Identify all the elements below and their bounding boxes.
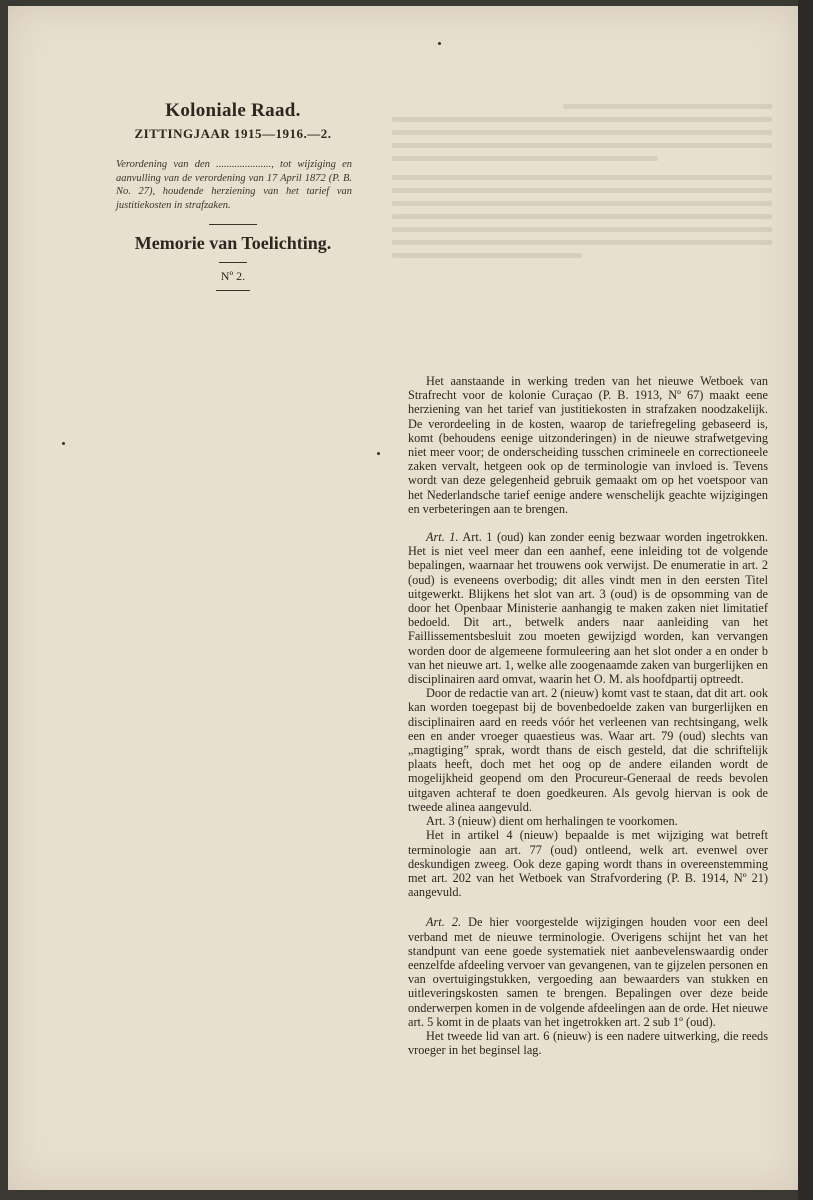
paragraph: Art. 3 (nieuw) dient om herhalingen te voorkomen. [426,814,678,829]
speck [377,452,380,455]
scan-edge [798,0,813,1200]
ordinance-description: Verordening van den ....................., tot wijziging en aanvulling van de verordening van 17 April 1872 (P. B. No. 27), houdende herziening van het tarief van justitiekosten in strafzaken. [116,159,352,211]
speck [62,442,65,445]
article-label: Art. 1. [426,530,459,545]
paragraph-text: Art. 1 (oud) kan zonder eenig bezwaar worden ingetrokken. Het is niet veel meer dan een aanhef, eene inleiding tot de volgende bepalingen, waarnaar het trouwens ook verwijst. De enumeratie in art. 2 (oud) is eveneens overbodig; dit alles vindt men in den eersten Titel uitgewerkt. Blijkens het slot van art. 3 (oud) is de opsomming van de door het Openbaar Ministerie aanhangig te maken zaken niet limitatief bedoeld. Dit art., betwelk anders naar aanleiding van het Faillissementsbesluit zou moeten gewijzigd worden, kan vervangen worden door de algemeene formuleering aan het slot onder a en onder b van het nieuwe art. 1, welke alle zoogenaamde zaken van burgerlijken en disciplinairen aard omvat, waarin het O. M. als hoofdpartij optreedt. [408,530,769,687]
paragraph: Het in artikel 4 (nieuw) bepaalde is met wijziging wat betreft terminologie aan art. 77 (oud) ontleend, welk art. evenwel over deskundigen zweeg. Ook deze gaping wordt thans in overeenstemming met art. 202 van het Wetboek van Strafvordering (P. B. 1914, Nº 21) aangevuld. [408,828,768,900]
divider [219,262,247,263]
paragraph-text: De hier voorgestelde wijzigingen houden voor een deel verband met de nieuwe terminologie. Overigens schijnt het van het standpunt van eene goede systematiek niet aanbevelenswaardig onder eenzelfde afdeeling vervoer van gevangenen, van te gijzelen personen en van overtuigingstukken, vergoeding aan bewaarders van stukken en uitleveringskosten samen te brengen. Bepalingen over deze beide onderwerpen komen in de volgende afdeelingen aan de orde. Het nieuwe art. 5 komt in de plaats van het ingetrokken art. 2 sub 1º (oud). [408,915,768,1029]
paragraph-art2 [408,915,768,1029]
document-number: Nº 2. [220,269,246,283]
divider [209,224,257,225]
paragraph-art1 [408,530,768,686]
paragraph-intro: Het aanstaande in werking treden van het nieuwe Wetboek van Strafrecht voor de kolonie Curaçao (P. B. 1913, Nº 67) maakt eene herziening van het tarief van justitiekosten in strafzaken noodzakelijk. De verordeeling in de kosten, waarop de tariefregeling gebaseerd is, komt (behoudens eenige uitzonderingen) in de nieuwe strafwetgeving niet meer voor; de onderscheiding tusschen crimineele en correctioneele zaken vervalt, hetgeen ook op de terminologie van invloed is. Tevens wordt van deze gelegenheid gebruik gemaakt om op het voetspoor van het Nederlandsche tarief eenige andere wenschelijk geachte wijzigingen en verbeteringen aan te brengen. [408,374,768,516]
article-label: Art. 2. [426,915,462,930]
speck [438,42,441,45]
document-heading: Memorie van Toelichting. [134,233,332,253]
divider [216,290,250,291]
session-year: ZITTINGJAAR 1915—1916.—2. [134,126,332,141]
body-text [408,374,768,1057]
document-header [108,100,358,291]
show-through-text [392,104,772,304]
paragraph: Door de redactie van art. 2 (nieuw) komt vast te staan, dat dit art. ook kan worden toegepast bij de bovenbedoelde zaken van burgerlijken en disciplinairen aard en reeds vóór het verleenen van rechtsingang, welk een en ander vroeger quaestieus was. Waar art. 79 (oud) slechts van „magtiging” sprak, wordt thans de eisch gesteld, dat die schriftelijk plaats heeft, doch met het oog op de andere eilanden wordt de mogelijkheid geopend om den Procureur-Generaal de reeds bevolen uitgaven achteraf te doen goedkeuren. Als gevolg hiervan is ook de tweede alinea aangevuld. [408,686,768,814]
council-title: Koloniale Raad. [165,100,301,121]
paragraph: Het tweede lid van art. 6 (nieuw) is een nadere uitwerking, die reeds vroeger in het beginsel lag. [408,1028,768,1058]
